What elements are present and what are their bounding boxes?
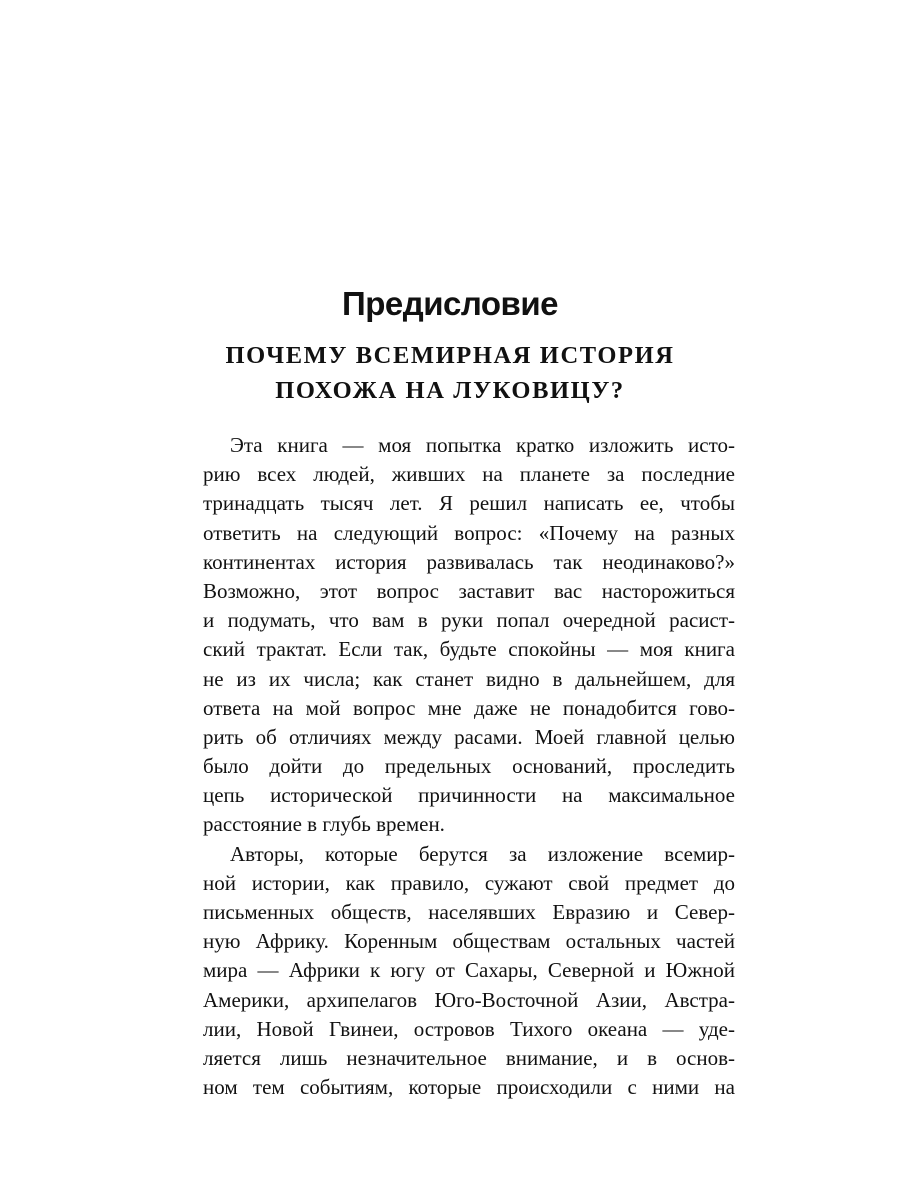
text-line: цепь исторической причинности на максимальное	[203, 783, 735, 808]
text-line: ответить на следующий вопрос: «Почему на разных	[203, 520, 735, 545]
text-line: расстояние в глубь времен.	[203, 812, 445, 837]
subtitle-line: ПОХОЖА НА ЛУКОВИЦУ?	[275, 377, 625, 404]
text-line: ную Африку. Коренным обществам остальных частей	[203, 929, 735, 954]
chapter-subtitle	[0, 338, 900, 408]
text-line: Эта книга — моя попытка кратко изложить исто-	[230, 433, 735, 457]
text-line: мира — Африки к югу от Сахары, Северной и Южной	[203, 958, 735, 983]
text-line: ной истории, как правило, сужают свой предмет до	[203, 870, 735, 895]
body-text	[203, 431, 735, 1102]
text-line: рию всех людей, живших на планете за последние	[203, 462, 735, 487]
text-line: не из их числа; как станет видно в дальнейшем, для	[203, 666, 735, 691]
chapter-title: Предисловие	[342, 285, 558, 322]
text-line: тринадцать тысяч лет. Я решил написать ее, чтобы	[203, 491, 735, 516]
text-line: ном тем событиям, которые происходили с ними на	[203, 1075, 735, 1100]
text-line: Америки, архипелагов Юго-Восточной Азии, Австра-	[203, 987, 735, 1012]
text-line: рить об отличиях между расами. Моей главной целью	[203, 724, 735, 749]
subtitle-line: ПОЧЕМУ ВСЕМИРНАЯ ИСТОРИЯ	[225, 342, 675, 369]
text-line: континентах история развивалась так неодинаково?»	[203, 549, 735, 574]
text-line: и подумать, что вам в руки попал очередной расист-	[203, 608, 735, 633]
text-line: было дойти до предельных оснований, проследить	[203, 754, 735, 779]
text-line: письменных обществ, населявших Евразию и Север-	[203, 900, 735, 924]
text-line: ский трактат. Если так, будьте спокойны — моя книга	[203, 637, 735, 662]
text-line: ляется лишь незначительное внимание, и в основ-	[203, 1045, 735, 1070]
text-line: Возможно, этот вопрос заставит вас насторожиться	[203, 578, 735, 603]
text-line: лии, Новой Гвинеи, островов Тихого океана — уде-	[203, 1016, 735, 1041]
text-line: ответа на мой вопрос мне даже не понадобится гово-	[203, 695, 735, 720]
text-line: Авторы, которые берутся за изложение всемир-	[230, 841, 735, 866]
